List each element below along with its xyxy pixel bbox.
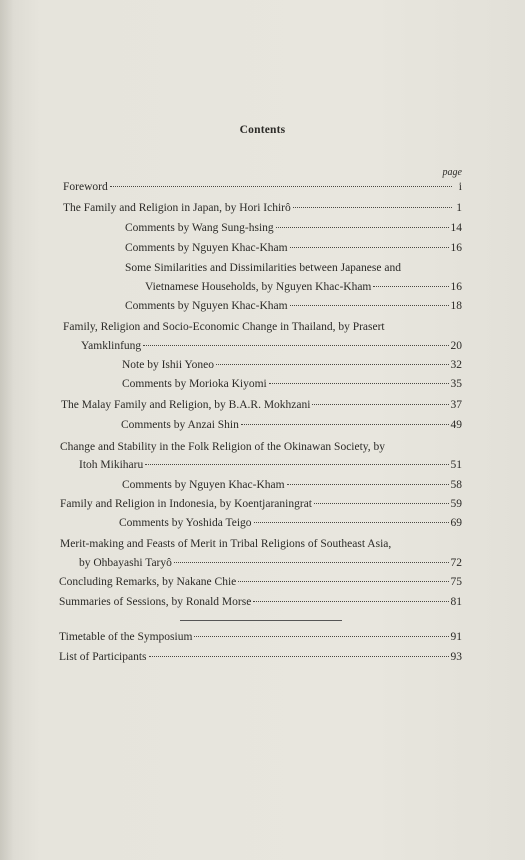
toc-entry-title: Timetable of the Symposium xyxy=(59,631,193,643)
toc-entry-title: Comments by Wang Sung-hsing xyxy=(125,222,274,234)
page-title: Contents xyxy=(239,124,286,136)
toc-entry xyxy=(79,556,462,571)
toc-entry xyxy=(145,280,462,295)
toc-entry xyxy=(125,299,462,314)
toc-entry-title-line: Family, Religion and Socio-Economic Change in Thailand, by Prasert xyxy=(63,321,385,333)
dot-leader xyxy=(143,345,448,346)
dot-leader xyxy=(312,404,448,405)
dot-leader xyxy=(293,207,452,208)
dot-leader xyxy=(269,383,449,384)
page-column-header: page xyxy=(442,167,462,178)
toc-entry xyxy=(79,458,462,473)
toc-entry-page: 51 xyxy=(450,459,462,471)
toc-entry xyxy=(125,221,462,236)
toc-entry-page: 16 xyxy=(450,281,462,293)
toc-entry-page: 32 xyxy=(450,359,462,371)
toc-entry-page: 81 xyxy=(450,596,462,608)
toc-entry-page: 58 xyxy=(450,479,462,491)
toc-entry-title: Comments by Morioka Kiyomi xyxy=(122,378,267,390)
dot-leader xyxy=(254,522,449,523)
dot-leader xyxy=(287,484,449,485)
dot-leader xyxy=(314,503,449,504)
dot-leader xyxy=(290,247,449,248)
toc-entry-title: by Ohbayashi Taryô xyxy=(79,557,172,569)
toc-entry xyxy=(81,339,462,354)
toc-entry-page: 37 xyxy=(450,399,462,411)
dot-leader xyxy=(110,186,452,187)
toc-entry xyxy=(63,201,462,216)
toc-entry xyxy=(122,377,462,392)
toc-entry-title: Family and Religion in Indonesia, by Koentjaraningrat xyxy=(60,498,312,510)
toc-entry-page: 91 xyxy=(450,631,462,643)
toc-entry-page: i xyxy=(458,181,462,193)
toc-entry-page: 59 xyxy=(450,498,462,510)
toc-entry-title: Foreword xyxy=(63,181,108,193)
dot-leader xyxy=(174,562,449,563)
toc-entry-page: 93 xyxy=(450,651,462,663)
toc-entry-title-line: Change and Stability in the Folk Religion of the Okinawan Society, by xyxy=(60,441,386,453)
toc-entry-title: Comments by Nguyen Khac-Kham xyxy=(125,242,288,254)
toc-entry-page: 69 xyxy=(450,517,462,529)
toc-entry xyxy=(59,575,462,590)
toc-entry xyxy=(59,630,462,645)
toc-entry-title-line: Some Similarities and Dissimilarities between Japanese and xyxy=(125,262,401,274)
toc-entry-title-line: Merit-making and Feasts of Merit in Tribal Religions of Southeast Asia, xyxy=(60,538,392,550)
toc-entry-title: Comments by Anzai Shin xyxy=(121,419,239,431)
toc-entry-title: Yamklinfung xyxy=(81,340,142,352)
toc-entry-page: 49 xyxy=(450,419,462,431)
toc-entry-title: Summaries of Sessions, by Ronald Morse xyxy=(59,596,252,608)
toc-entry xyxy=(61,398,462,413)
dot-leader xyxy=(253,601,448,602)
toc-entry-page: 16 xyxy=(450,242,462,254)
toc-entry xyxy=(122,478,462,493)
toc-entry-title: Comments by Nguyen Khac-Kham xyxy=(122,479,285,491)
toc-entry xyxy=(125,241,462,256)
toc-entry-page: 1 xyxy=(456,202,462,214)
dot-leader xyxy=(149,656,449,657)
toc-entry xyxy=(122,358,462,373)
toc-entry-page: 20 xyxy=(450,340,462,352)
toc-entry-title: Comments by Nguyen Khac-Kham xyxy=(125,300,288,312)
dot-leader xyxy=(290,305,449,306)
toc-entry-page: 18 xyxy=(450,300,462,312)
toc-entry-title: Note by Ishii Yoneo xyxy=(122,359,215,371)
toc-entry-title: List of Participants xyxy=(59,651,147,663)
toc-entry xyxy=(63,180,462,195)
toc-entry-page: 72 xyxy=(450,557,462,569)
section-divider xyxy=(180,620,342,621)
dot-leader xyxy=(276,227,449,228)
toc-entry xyxy=(59,595,462,610)
toc-entry xyxy=(60,497,462,512)
toc-entry-title: Vietnamese Households, by Nguyen Khac-Kham xyxy=(145,281,372,293)
toc-entry-title: The Malay Family and Religion, by B.A.R. Mokhzani xyxy=(61,399,311,411)
dot-leader xyxy=(194,636,448,637)
toc-entry-title: Concluding Remarks, by Nakane Chie xyxy=(59,576,237,588)
toc-entry xyxy=(121,418,462,433)
dot-leader xyxy=(241,424,449,425)
dot-leader xyxy=(238,581,448,582)
toc-entry-page: 75 xyxy=(450,576,462,588)
toc-entry-page: 14 xyxy=(450,222,462,234)
dot-leader xyxy=(145,464,448,465)
dot-leader xyxy=(373,286,448,287)
toc-entry xyxy=(119,516,462,531)
toc-entry-title: The Family and Religion in Japan, by Hori Ichirô xyxy=(63,202,291,214)
toc-entry-title: Comments by Yoshida Teigo xyxy=(119,517,252,529)
dot-leader xyxy=(216,364,448,365)
toc-entry-page: 35 xyxy=(450,378,462,390)
toc-entry xyxy=(59,650,462,665)
toc-entry-title: Itoh Mikiharu xyxy=(79,459,144,471)
